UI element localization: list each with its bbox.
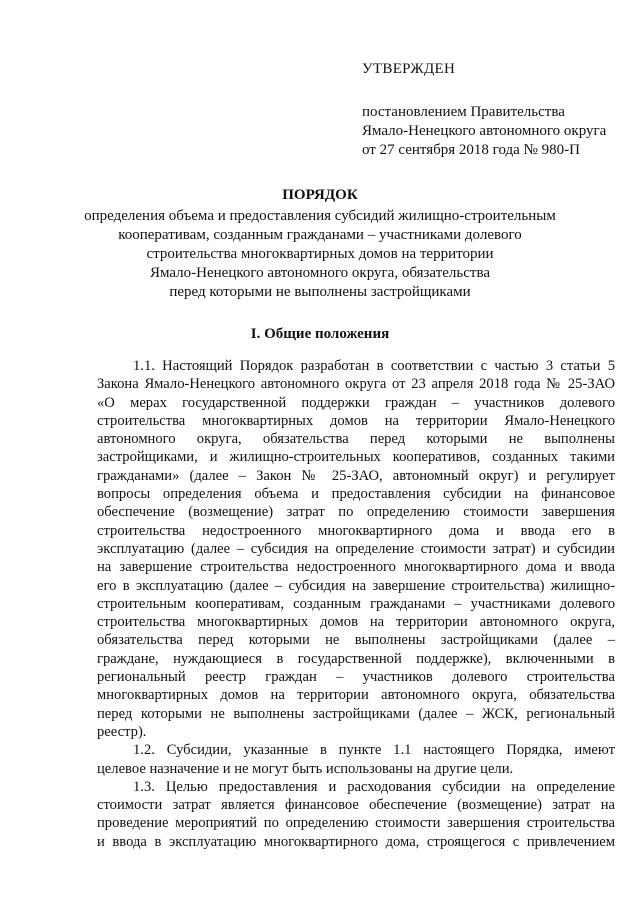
paragraph-line: региональный реестр граждан – участников долевого строительства: [97, 669, 615, 686]
paragraph-line: «О мерах государственной поддержки граждан – участников долевого: [97, 394, 615, 411]
approval-line: от 27 сентября 2018 года № 980-П: [362, 142, 580, 158]
document-subtitle-line: перед которыми не выполнены застройщиками: [169, 284, 471, 300]
document-title: ПОРЯДОК: [282, 187, 358, 203]
paragraph-line: реестр).: [97, 723, 147, 740]
approval-line: постановлением Правительства: [362, 104, 565, 120]
paragraph-line: строительным кооперативам, созданным гражданами – участниками долевого: [97, 595, 615, 612]
section-heading: I. Общие положения: [250, 326, 390, 342]
paragraph-line: строительства недостроенного многоквартирного дома и ввода его в: [97, 522, 615, 539]
paragraph-line: автономного округа, обязательства перед которыми не выполнены: [97, 431, 615, 448]
paragraph-line: перед которыми не выполнены застройщиками (далее – ЖСК, региональный: [97, 705, 615, 722]
document-subtitle-line: кооперативам, созданным гражданами – участниками долевого: [118, 227, 522, 243]
document-subtitle-line: строительства многоквартирных домов на территории: [146, 246, 494, 262]
paragraph-line: и ввода в эксплуатацию многоквартирного дома, строящегося с привлечением: [97, 833, 615, 850]
document-subtitle-line: определения объема и предоставления субсидий жилищно-строительным: [84, 208, 556, 224]
paragraph-line: застройщиками, и жилищно-строительных кооперативов, созданных такими: [97, 449, 615, 466]
paragraph-line: вопросы определения объема и предоставления субсидии на финансовое: [97, 486, 615, 503]
body-text: [97, 357, 615, 851]
approval-heading: УТВЕРЖДЕН: [362, 61, 456, 77]
approval-line: Ямало-Ненецкого автономного округа: [362, 123, 607, 139]
document-title-block: [80, 186, 560, 302]
paragraph-line: проведение мероприятий по определению стоимости завершения строительства: [97, 815, 615, 832]
paragraph-line: строительства многоквартирных домов на территории автономного округа,: [97, 614, 615, 631]
paragraph-line: стоимости затрат является финансовое обеспечение (возмещение) затрат на: [97, 797, 615, 814]
paragraph-line: многоквартирных домов на территории автономного округа, обязательства: [97, 687, 615, 704]
paragraph-line: эксплуатацию (далее – субсидия на определение стоимости затрат) и субсидии: [97, 540, 615, 557]
paragraph-line: 1.2. Субсидии, указанные в пункте 1.1 настоящего Порядка, имеют: [133, 742, 615, 759]
paragraph-line: на завершение строительства недостроенного многоквартирного дома и ввода: [97, 559, 615, 576]
paragraph-line: строительства многоквартирных домов на территории Ямало-Ненецкого: [97, 412, 615, 429]
paragraph-line: граждане, нуждающиеся в государственной поддержке), включенными в: [97, 650, 615, 667]
paragraph-line: гражданами» (далее – Закон № 25-ЗАО, автономный округ) и регулирует: [97, 467, 615, 484]
paragraph-line: Закона Ямало-Ненецкого автономного округа от 23 апреля 2018 года № 25-ЗАО: [97, 376, 615, 393]
paragraph-line: его в эксплуатацию (далее – субсидия на завершение строительства) жилищно-: [97, 577, 615, 594]
document-subtitle-line: Ямало-Ненецкого автономного округа, обязательства: [150, 265, 490, 281]
paragraph-line: 1.1. Настоящий Порядок разработан в соответствии с частью 3 статьи 5: [133, 358, 615, 374]
paragraph-line: целевое назначение и не могут быть использованы на другие цели.: [97, 760, 514, 777]
paragraph-line: обеспечение (возмещение) затрат по определению стоимости завершения: [97, 504, 615, 521]
paragraph-line: 1.3. Целью предоставления и расходования субсидии на определение: [133, 778, 615, 795]
paragraph-line: обязательства перед которыми не выполнены застройщиками (далее –: [97, 632, 615, 649]
approval-stamp: [362, 60, 622, 160]
